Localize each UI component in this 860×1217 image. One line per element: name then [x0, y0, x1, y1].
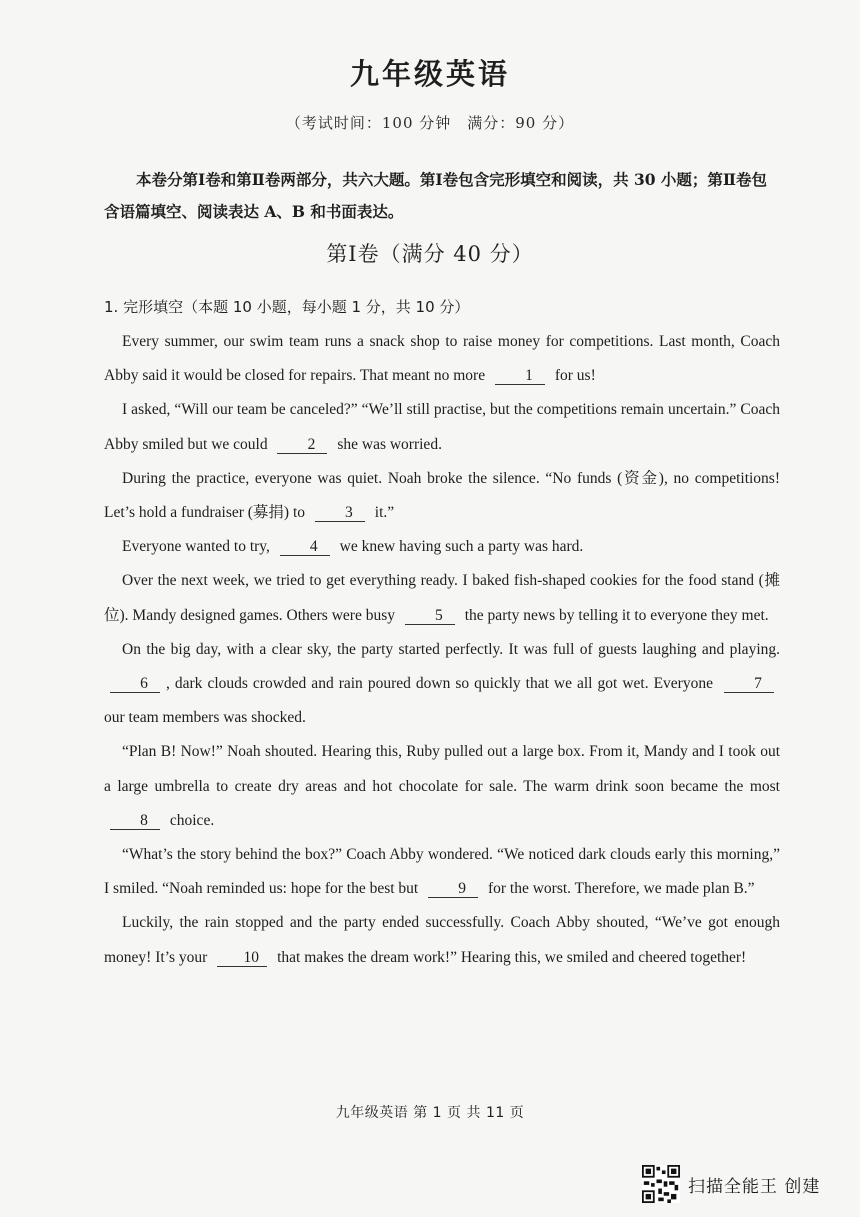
- paragraph-text: On the big day, with a clear sky, the party started perfectly. It was full of guests laughing and playing.: [122, 640, 780, 658]
- paragraph-text: it.”: [374, 504, 395, 522]
- blank-4: 4: [280, 539, 330, 556]
- paragraph-text: that makes the dream work!” Hearing this, we smiled and cheered together!: [277, 948, 747, 966]
- blank-5: 5: [405, 608, 455, 625]
- paragraph-text: During the practice, everyone was quiet. Noah broke the silence. “No funds (资金), no competitions! Let’s hold a fundraiser (募捐) to: [104, 469, 780, 522]
- paragraph-text: Luckily, the rain stopped and the party ended successfully. Coach Abby shouted, “We’ve got enough money! It’s your: [104, 914, 780, 966]
- scanner-text: 扫描全能王 创建: [688, 1176, 821, 1197]
- blank-3: 3: [315, 505, 365, 522]
- blank-7: 7: [724, 676, 774, 693]
- blank-6: 6: [110, 676, 160, 693]
- paragraph-text: for the worst. Therefore, we made plan B.”: [487, 880, 755, 898]
- paragraph-7: [104, 735, 780, 838]
- question-heading: 1. 完形填空（本题 10 小题，每小题 1 分，共 10 分）: [104, 298, 470, 316]
- paragraph-6: [104, 633, 780, 736]
- page-footer: 九年级英语 第 1 页 共 11 页: [335, 1105, 525, 1121]
- blank-9: 9: [428, 881, 478, 898]
- paragraph-text: “What’s the story behind the box?” Coach Abby wondered. “We noticed dark clouds early this morning,” I smiled. “Noah reminded us: hope for the best but: [104, 846, 780, 898]
- paragraph-text: I asked, “Will our team be canceled?” “We’ll still practise, but the competitions remain uncertain.” Coach Abby smiled but we could: [104, 401, 780, 453]
- paragraph-text: “Plan B! Now!” Noah shouted. Hearing this, Ruby pulled out a large box. From it, Mandy and I took out a large umbrella to create dry areas and hot chocolate for sale. The warm drink soon became the most: [104, 743, 780, 795]
- page-title: 九年级英语: [349, 57, 510, 91]
- paragraph-text: Over the next week, we tried to get everything ready. I baked fish-shaped cookies for the food stand (摊位). Mandy designed games. Others were busy: [104, 572, 780, 624]
- paragraph-text: Everyone wanted to try,: [122, 538, 270, 556]
- paragraph-text: the party news by telling it to everyone they met.: [464, 606, 769, 624]
- exam-info: （考试时间：100 分钟 满分：90 分）: [285, 114, 575, 132]
- paragraph-text: we knew having such a party was hard.: [339, 538, 584, 556]
- paragraph-4: [104, 530, 780, 564]
- scanner-watermark: [642, 1164, 820, 1204]
- qr-code-icon: [642, 1165, 680, 1203]
- paragraph-8: [104, 838, 780, 906]
- section-heading: 第Ⅰ卷（满分 40 分）: [326, 242, 534, 266]
- paragraph-text: for us!: [554, 367, 596, 385]
- paragraph-1: [104, 325, 780, 393]
- intro-text: 本卷分第Ⅰ卷和第Ⅱ卷两部分，共六大题。第Ⅰ卷包含完形填空和阅读，共 30 小题；第Ⅱ卷包含语篇填空、阅读表达 A、B 和书面表达。: [104, 170, 767, 221]
- blank-10: 10: [217, 950, 267, 967]
- cloze-passage: [104, 325, 780, 975]
- blank-1: 1: [495, 368, 545, 385]
- paragraph-text: our team members was shocked.: [104, 709, 306, 727]
- paragraph-text: she was worried.: [337, 435, 442, 453]
- paragraph-text: , dark clouds crowded and rain poured down so quickly that we all got wet. Everyone: [166, 675, 713, 693]
- blank-8: 8: [110, 813, 160, 830]
- blank-2: 2: [277, 437, 327, 454]
- paragraph-text: choice.: [169, 811, 215, 829]
- paragraph-5: [104, 564, 780, 632]
- paragraph-text: Every summer, our swim team runs a snack shop to raise money for competitions. Last month, Coach Abby said it would be closed for repairs. That meant no more: [104, 333, 780, 385]
- paragraph-9: [104, 906, 780, 974]
- paragraph-3: [104, 462, 780, 530]
- paragraph-2: [104, 393, 780, 461]
